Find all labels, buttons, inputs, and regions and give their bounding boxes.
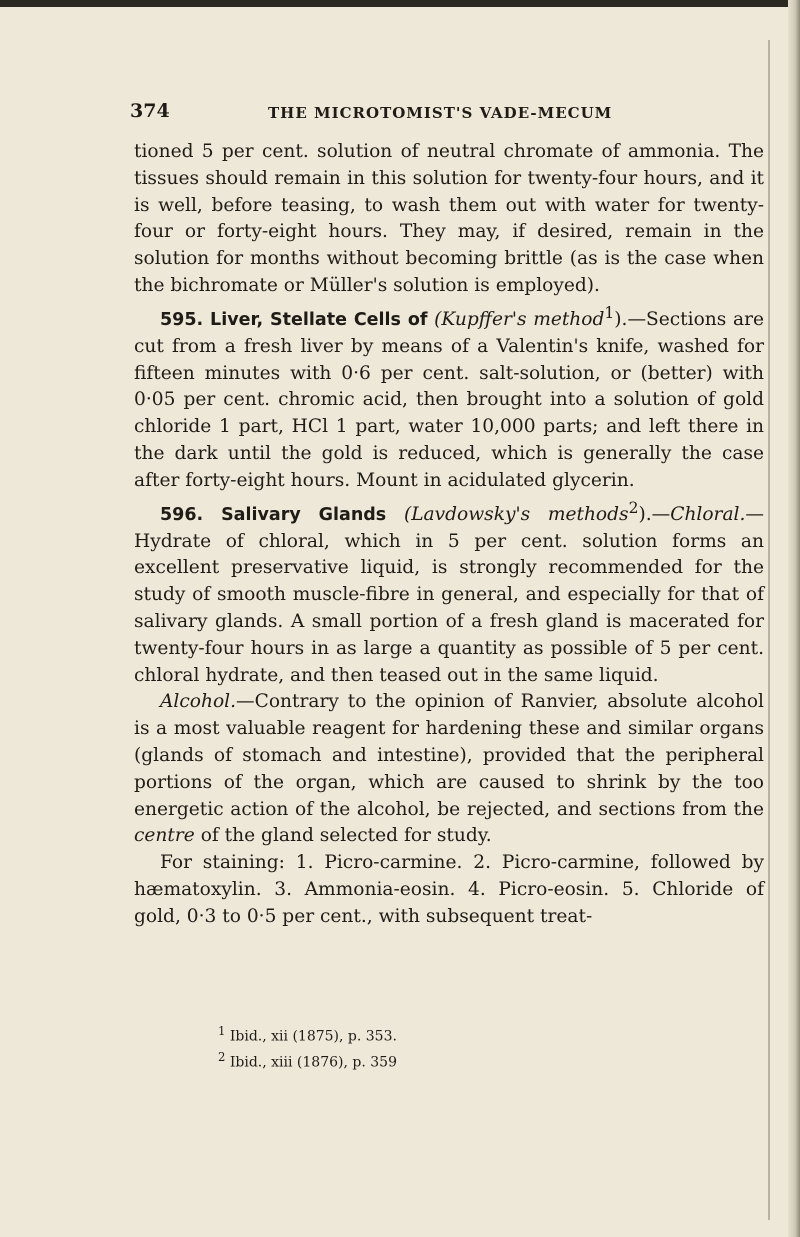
section-596-method: (Lavdowsky's methods	[403, 503, 629, 525]
page-right-edge	[788, 0, 800, 1237]
paragraph-alcohol: Alcohol.—Contrary to the opinion of Ranvier, absolute alcohol is a most valuable reagent for hardening these and similar organs (glands of stomach and intestine), provided that the peripheral portions of the organ, which are caused to shrink by the too energetic action of the alcohol, be rejected, and sections from the centre of the gland selected for study.	[134, 691, 764, 847]
section-595-text: —Sections are cut from a fresh liver by means of a Valentin's knife, washed for fifteen minutes with 0·6 per cent. salt-solution, or (better) with 0·05 per cent. chromic acid, then brought into a solution of gold chloride 1 part, HCl 1 part, water 10,000 parts; and left there in the dark until the gold is reduced, which is generally the case after forty-eight hours. Mount in acidulated glycerin.	[134, 308, 764, 491]
section-595-method: (Kupffer's method	[434, 308, 605, 330]
paragraph-staining: For staining: 1. Picro-carmine. 2. Picro-carmine, followed by hæmatoxylin. 3. Ammonia-eosin. 4. Picro-eosin. 5. Chloride of gold, 0·3 to 0·5 per cent., with subsequent treat-	[134, 852, 764, 927]
page-header	[132, 100, 772, 130]
footnote-1: $^1$ Ibid., xii (1875), p. 353.	[218, 1024, 397, 1045]
footnote-ref-2: 2	[628, 498, 639, 517]
running-head: THE MICROTOMIST'S VADE-MECUM	[268, 104, 613, 122]
subheading-chloral: Chloral.	[670, 503, 746, 525]
section-595-heading: 595. Liver, Stellate Cells of	[160, 309, 428, 330]
section-596-heading: 596. Salivary Glands	[160, 504, 387, 525]
footnotes	[218, 1021, 397, 1072]
emphasis-centre: centre	[134, 825, 195, 847]
section-596: 596. Salivary Glands (Lavdowsky's methods$^2$).—Chloral.— Hydrate of chloral, which in 5 per cent. solution forms an excellent preservative liquid, is strongly recommended for the study of smooth muscle-fibre in general, and especially for that of salivary glands. A small portion of a fresh gland is macerated for twenty-four hours in as large a quantity as possible of 5 per cent. chloral hydrate, and then teased out in the same liquid.	[134, 498, 764, 686]
body-text	[134, 139, 764, 930]
page-number: 374	[130, 100, 170, 122]
footnote-ref-1: 1	[604, 303, 615, 322]
footnote-2: $^2$ Ibid., xiii (1876), p. 359	[218, 1049, 397, 1071]
page-gutter-line	[768, 40, 770, 1220]
section-596-text: — Hydrate of chloral, which in 5 per cent. solution forms an excellent preservative liquid, is strongly recommended for the study of smooth muscle-fibre in general, and especially for that of salivary glands. A small portion of a fresh gland is macerated for twenty-four hours in as large a quantity as possible of 5 per cent. chloral hydrate, and then teased out in the same liquid.	[134, 503, 764, 686]
page-top-edge	[0, 0, 800, 7]
section-595: 595. Liver, Stellate Cells of (Kupffer's method$^1$).—Sections are cut from a fresh liver by means of a Valentin's knife, washed for fifteen minutes with 0·6 per cent. salt-solution, or (better) with 0·05 per cent. chromic acid, then brought into a solution of gold chloride 1 part, HCl 1 part, water 10,000 parts; and left there in the dark until the gold is reduced, which is generally the case after forty-eight hours. Mount in acidulated glycerin.	[134, 303, 764, 491]
paragraph-continuation: tioned 5 per cent. solution of neutral chromate of ammonia. The tissues should remain in this solution for twenty-four hours, and it is well, before teasing, to wash them out with water for twenty-four or forty-eight hours. They may, if desired, remain in the solution for months without becoming brittle (as is the case when the bichromate or Müller's solution is employed).	[134, 141, 764, 296]
subheading-alcohol: Alcohol.	[160, 691, 237, 713]
